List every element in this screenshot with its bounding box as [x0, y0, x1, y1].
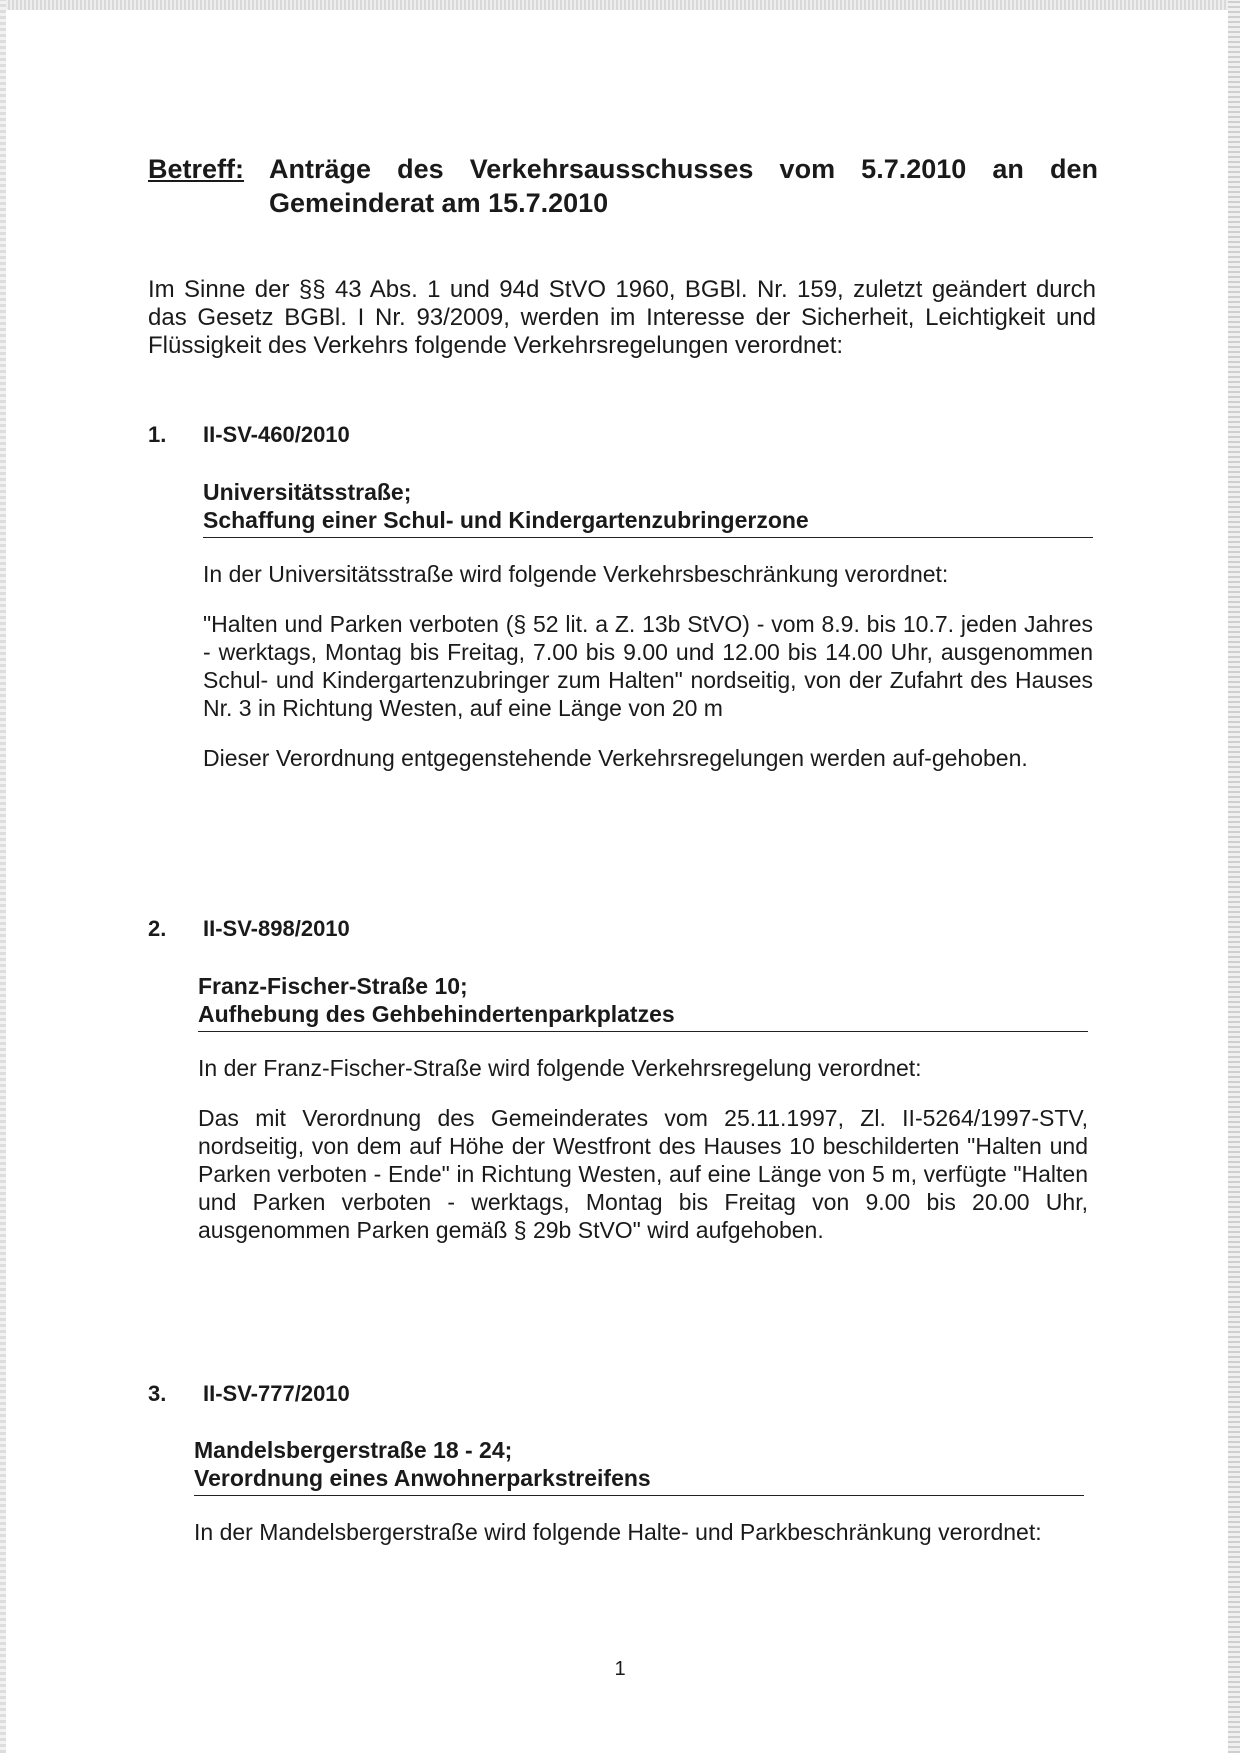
section-paragraph: Dieser Verordnung entgegenstehende Verkehrsregelungen werden auf-gehoben.	[203, 745, 1028, 771]
section-2-header	[148, 915, 1148, 943]
subject-label: Betreff:	[148, 154, 245, 184]
section-title-line2: Aufhebung des Gehbehindertenparkplatzes	[198, 1001, 675, 1027]
intro-paragraph: Im Sinne der §§ 43 Abs. 1 und 94d StVO 1960, BGBl. Nr. 159, zuletzt geändert durch das Gesetz BGBl. I Nr. 93/2009, werden im Interesse der Sicherheit, Leichtigkeit und Flüssigkeit des Verkehrs folgende Verkehrsregelungen verordnet:	[148, 276, 1096, 359]
section-paragraph: Das mit Verordnung des Gemeinderates vom 25.11.1997, Zl. II-5264/1997-STV, nordseitig, von dem auf Höhe der Westfront des Hauses 10 beschilderten "Halten und Parken verboten - Ende" in Richtung Westen, auf eine Länge von 5 m, verfügte "Halten und Parken verboten - werktags, Montag bis Freitag von 9.00 bis 20.00 Uhr, ausgenommen Parken gemäß § 29b StVO" wird aufgehoben.	[198, 1105, 1088, 1243]
section-title-line1: Mandelsbergerstraße 18 - 24;	[194, 1437, 513, 1463]
section-1-body	[203, 478, 1093, 772]
section-paragraph: In der Mandelsbergerstraße wird folgende Halte- und Parkbeschränkung verordnet:	[194, 1519, 1042, 1545]
section-code: II-SV-898/2010	[203, 916, 350, 941]
page-number: 1	[614, 1658, 626, 1680]
section-2-body	[198, 972, 1088, 1244]
section-1-header	[148, 421, 1148, 449]
subject-text: Anträge des Verkehrsausschusses vom 5.7.2010 an den Gemeinderat am 15.7.2010	[269, 154, 1098, 218]
subject-heading	[148, 152, 1098, 220]
section-paragraph: "Halten und Parken verboten (§ 52 lit. a Z. 13b StVO) - vom 8.9. bis 10.7. jeden Jahres - werktags, Montag bis Freitag, 7.00 bis 9.00 und 12.00 bis 14.00 Uhr, ausgenommen Schul- und Kindergartenzubringer zum Halten" nordseitig, von der Zufahrt des Hauses Nr. 3 in Richtung Westen, auf eine Länge von 20 m	[203, 611, 1093, 721]
section-title-line2: Schaffung einer Schul- und Kindergartenzubringerzone	[203, 507, 809, 533]
section-number: 2.	[148, 916, 167, 941]
section-title-line1: Franz-Fischer-Straße 10;	[198, 973, 468, 999]
section-3-header	[148, 1380, 1148, 1408]
section-paragraph: In der Franz-Fischer-Straße wird folgende Verkehrsregelung verordnet:	[198, 1055, 922, 1081]
section-title	[203, 478, 1093, 538]
section-code: II-SV-460/2010	[203, 422, 350, 447]
section-paragraph: In der Universitätsstraße wird folgende Verkehrsbeschränkung verordnet:	[203, 561, 949, 587]
section-title-line2: Verordnung eines Anwohnerparkstreifens	[194, 1465, 651, 1491]
section-title-line1: Universitätsstraße;	[203, 479, 412, 505]
section-3-body	[194, 1436, 1084, 1546]
section-number: 3.	[148, 1381, 167, 1406]
section-title	[194, 1436, 1084, 1496]
section-number: 1.	[148, 422, 167, 447]
section-code: II-SV-777/2010	[203, 1381, 350, 1406]
section-title	[198, 972, 1088, 1032]
